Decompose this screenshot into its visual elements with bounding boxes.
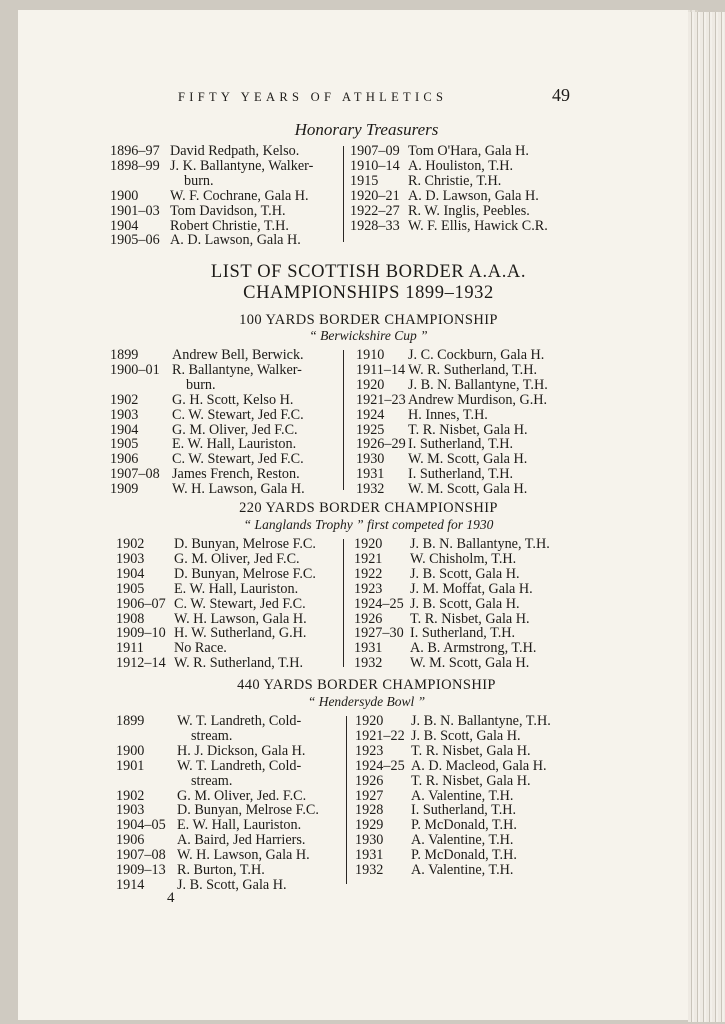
- entry-name: Tom O'Hara, Gala H.: [408, 143, 529, 159]
- list-row: [350, 219, 548, 234]
- entry-name: J. M. Moffat, Gala H.: [410, 580, 533, 597]
- entry-year: 1922: [354, 565, 383, 582]
- entry-year: 1932: [354, 655, 383, 672]
- yards440-heading: 440 YARDS BORDER CHAMPIONSHIP: [237, 677, 496, 693]
- entry-name: stream.: [191, 727, 233, 744]
- entry-year: 1931: [356, 466, 385, 483]
- list-row: [356, 437, 548, 452]
- yards220-subheading: “ Langlands Trophy ” first competed for 1930: [243, 517, 494, 532]
- list-row: [355, 729, 551, 744]
- entry-year: 1921: [354, 550, 383, 567]
- entry-year: 1929: [355, 817, 384, 834]
- entry-name: C. W. Stewart, Jed F.C.: [172, 451, 304, 468]
- entry-name: G. M. Oliver, Jed F.C.: [174, 550, 300, 567]
- entry-year: 1924–25: [354, 595, 404, 612]
- list-row: [355, 863, 551, 878]
- entry-year: 1925: [356, 421, 385, 438]
- entry-name: burn.: [186, 376, 216, 393]
- entry-year: 1907–09: [350, 143, 400, 159]
- running-title: FIFTY YEARS OF ATHLETICS: [178, 90, 448, 104]
- list-heading-line2: CHAMPIONSHIPS 1899–1932: [243, 283, 494, 303]
- entry-name: W. M. Scott, Gala H.: [410, 655, 530, 672]
- list-row: [110, 204, 313, 219]
- list-row: [354, 626, 550, 641]
- entry-year: 1930: [356, 451, 385, 468]
- list-row: [116, 744, 319, 759]
- signature-mark: 4: [167, 890, 175, 906]
- entry-name: P. McDonald, T.H.: [411, 847, 517, 864]
- list-row: [116, 641, 316, 656]
- list-row: [110, 144, 313, 159]
- entry-name: W. H. Lawson, Gala H.: [177, 847, 310, 864]
- entry-name: W. M. Scott, Gala H.: [408, 451, 528, 468]
- entry-name: G. M. Oliver, Jed. F.C.: [177, 787, 307, 804]
- entry-name: C. W. Stewart, Jed F.C.: [174, 595, 306, 612]
- list-row: [116, 729, 319, 744]
- entry-year: 1932: [356, 481, 385, 498]
- yards220-left-list: [116, 537, 316, 671]
- list-row: [116, 582, 316, 597]
- list-row: [116, 612, 316, 627]
- list-row: [354, 612, 550, 627]
- list-row: [110, 363, 305, 378]
- list-row: [354, 597, 550, 612]
- list-row: [116, 626, 316, 641]
- list-row: [110, 408, 305, 423]
- entry-name: J. C. Cockburn, Gala H.: [408, 347, 545, 363]
- column-divider: [343, 539, 344, 667]
- entry-year: [110, 174, 170, 189]
- entry-year: 1926: [354, 610, 383, 627]
- entry-year: 1912–14: [116, 655, 166, 672]
- running-head: [0, 85, 725, 110]
- entry-name: I. Sutherland, T.H.: [411, 802, 517, 819]
- entry-year: 1899: [116, 713, 145, 729]
- entry-name: I. Sutherland, T.H.: [408, 436, 514, 453]
- entry-year: 1923: [355, 742, 384, 759]
- entry-year: 1911: [116, 640, 144, 657]
- entry-name: Tom Davidson, T.H.: [170, 202, 286, 219]
- entry-name: J. B. N. Ballantyne, T.H.: [408, 376, 548, 393]
- list-row: [356, 452, 548, 467]
- list-row: [110, 233, 313, 248]
- entry-year: 1927: [355, 787, 384, 804]
- list-row: [356, 467, 548, 482]
- entry-name: W. T. Landreth, Cold-: [177, 757, 302, 774]
- list-row: [356, 482, 548, 497]
- entry-name: D. Bunyan, Melrose F.C.: [174, 536, 316, 552]
- entry-name: T. R. Nisbet, Gala H.: [410, 610, 530, 627]
- entry-name: W. M. Scott, Gala H.: [408, 481, 528, 498]
- entry-name: W. R. Sutherland, T.H.: [408, 361, 537, 378]
- entry-name: T. R. Nisbet, Gala H.: [411, 772, 531, 789]
- entry-name: G. M. Oliver, Jed F.C.: [172, 421, 298, 438]
- entry-name: W. Chisholm, T.H.: [410, 550, 517, 567]
- entry-name: P. McDonald, T.H.: [411, 817, 517, 834]
- list-row: [354, 537, 550, 552]
- entry-year: 1904: [116, 565, 145, 582]
- entry-name: stream.: [191, 772, 233, 789]
- entry-year: 1928: [355, 802, 384, 819]
- yards100-left-list: [110, 348, 305, 497]
- entry-name: A. Valentine, T.H.: [411, 862, 514, 879]
- entry-name: No Race.: [174, 640, 227, 657]
- entry-year: 1930: [355, 832, 384, 849]
- entry-name: T. R. Nisbet, Gala H.: [411, 742, 531, 759]
- entry-name: A. Houliston, T.H.: [408, 157, 514, 174]
- entry-name: Andrew Bell, Berwick.: [172, 347, 304, 363]
- entry-name: A. D. Lawson, Gala H.: [170, 232, 301, 249]
- list-row: [110, 348, 305, 363]
- entry-name: W. H. Lawson, Gala H.: [174, 610, 307, 627]
- list-row: [110, 437, 305, 452]
- list-row: [116, 552, 316, 567]
- list-row: [356, 393, 548, 408]
- list-row: [355, 833, 551, 848]
- entry-year: 1920–21: [350, 187, 400, 204]
- entry-name: A. D. Lawson, Gala H.: [408, 187, 539, 204]
- entry-name: David Redpath, Kelso.: [170, 143, 300, 159]
- entry-year: 1932: [355, 862, 384, 879]
- list-row: [110, 467, 305, 482]
- list-row: [350, 144, 548, 159]
- entry-year: 1926: [355, 772, 384, 789]
- entry-name: R. Christie, T.H.: [408, 172, 502, 189]
- entry-year: 1924–25: [355, 757, 405, 774]
- entry-year: 1920: [355, 713, 384, 729]
- list-row: [116, 567, 316, 582]
- list-row: [116, 863, 319, 878]
- entry-year: 1905–06: [110, 232, 160, 249]
- entry-year: 1931: [355, 847, 384, 864]
- list-row: [116, 789, 319, 804]
- entry-name: J. B. Scott, Gala H.: [410, 565, 520, 582]
- entry-name: R. Burton, T.H.: [177, 862, 265, 879]
- entry-name: D. Bunyan, Melrose F.C.: [174, 565, 316, 582]
- treasurers-left-list: [110, 144, 313, 248]
- entry-year: 1922–27: [350, 202, 400, 219]
- entry-name: H. W. Sutherland, G.H.: [174, 625, 307, 642]
- entry-year: 1899: [110, 347, 139, 363]
- entry-name: W. H. Lawson, Gala H.: [172, 481, 305, 498]
- list-row: [354, 582, 550, 597]
- entry-year: 1923: [354, 580, 383, 597]
- yards220-right-list: [354, 537, 550, 671]
- list-heading-line1: LIST OF SCOTTISH BORDER A.A.A.: [210, 262, 527, 282]
- entry-name: T. R. Nisbet, Gala H.: [408, 421, 528, 438]
- entry-name: D. Bunyan, Melrose F.C.: [177, 802, 319, 819]
- entry-name: A. D. Macleod, Gala H.: [411, 757, 547, 774]
- entry-year: 1911–14: [356, 361, 406, 378]
- list-row: [355, 759, 551, 774]
- list-row: [355, 803, 551, 818]
- list-row: [116, 833, 319, 848]
- list-row: [116, 848, 319, 863]
- entry-name: W. F. Ellis, Hawick C.R.: [408, 217, 548, 234]
- list-row: [110, 452, 305, 467]
- entry-year: 1900–01: [110, 361, 160, 378]
- list-row: [116, 759, 319, 774]
- column-divider: [343, 350, 344, 490]
- entry-year: 1903: [110, 406, 139, 423]
- list-row: [355, 848, 551, 863]
- entry-name: R. Ballantyne, Walker-: [172, 361, 302, 378]
- entry-year: 1901–03: [110, 202, 160, 219]
- list-row: [356, 363, 548, 378]
- list-row: [116, 597, 316, 612]
- entry-year: [110, 378, 172, 393]
- entry-name: C. W. Stewart, Jed F.C.: [172, 406, 304, 423]
- yards100-right-list: [356, 348, 548, 497]
- list-row: [350, 189, 548, 204]
- entry-name: E. W. Hall, Lauriston.: [172, 436, 297, 453]
- entry-year: 1903: [116, 802, 145, 819]
- entry-name: J. B. Scott, Gala H.: [411, 727, 521, 744]
- yards100-heading: 100 YARDS BORDER CHAMPIONSHIP: [239, 312, 498, 328]
- entry-year: 1906: [110, 451, 139, 468]
- entry-year: 1902: [110, 391, 139, 408]
- entry-year: 1921–22: [355, 727, 405, 744]
- entry-name: I. Sutherland, T.H.: [408, 466, 514, 483]
- list-row: [355, 714, 551, 729]
- entry-year: 1902: [116, 787, 145, 804]
- entry-name: J. B. N. Ballantyne, T.H.: [411, 713, 551, 729]
- entry-name: G. H. Scott, Kelso H.: [172, 391, 294, 408]
- list-row: [116, 803, 319, 818]
- entry-year: 1898–99: [110, 157, 160, 174]
- entry-name: A. Valentine, T.H.: [411, 832, 514, 849]
- entry-year: 1901: [116, 757, 145, 774]
- entry-year: 1906: [116, 832, 145, 849]
- entry-year: 1920: [356, 376, 385, 393]
- entry-year: 1908: [116, 610, 145, 627]
- entry-year: 1903: [116, 550, 145, 567]
- entry-name: W. F. Cochrane, Gala H.: [170, 187, 309, 204]
- list-row: [110, 482, 305, 497]
- entry-year: 1905: [110, 436, 139, 453]
- entry-year: 1924: [356, 406, 385, 423]
- list-row: [116, 878, 319, 893]
- list-row: [110, 393, 305, 408]
- entry-year: 1909: [110, 481, 139, 498]
- list-row: [116, 714, 319, 729]
- list-row: [116, 537, 316, 552]
- entry-name: H. Innes, T.H.: [408, 406, 488, 423]
- list-row: [110, 159, 313, 174]
- entry-name: burn.: [184, 172, 214, 189]
- entry-year: 1900: [110, 187, 139, 204]
- entry-name: A. B. Armstrong, T.H.: [410, 640, 537, 657]
- entry-year: 1904–05: [116, 817, 166, 834]
- entry-name: A. Valentine, T.H.: [411, 787, 514, 804]
- entry-year: [116, 774, 177, 789]
- entry-year: 1905: [116, 580, 145, 597]
- entry-name: James French, Reston.: [172, 466, 300, 483]
- entry-year: 1896–97: [110, 143, 160, 159]
- entry-year: 1909–10: [116, 625, 166, 642]
- entry-year: 1907–08: [116, 847, 166, 864]
- page-number: 49: [552, 85, 570, 105]
- list-row: [116, 774, 319, 789]
- list-row: [110, 174, 313, 189]
- list-row: [116, 818, 319, 833]
- entry-year: 1921–23: [356, 391, 406, 408]
- entry-year: 1910–14: [350, 157, 400, 174]
- list-row: [350, 204, 548, 219]
- entry-name: Robert Christie, T.H.: [170, 217, 289, 234]
- list-row: [116, 656, 316, 671]
- list-row: [350, 159, 548, 174]
- entry-name: A. Baird, Jed Harriers.: [177, 832, 306, 849]
- entry-name: J. B. Scott, Gala H.: [410, 595, 520, 612]
- entry-year: 1920: [354, 536, 383, 552]
- list-row: [355, 818, 551, 833]
- entry-name: H. J. Dickson, Gala H.: [177, 742, 306, 759]
- yards440-right-list: [355, 714, 551, 878]
- entry-name: I. Sutherland, T.H.: [410, 625, 516, 642]
- entry-year: 1931: [354, 640, 383, 657]
- list-row: [355, 744, 551, 759]
- list-row: [110, 378, 305, 393]
- treasurers-heading: Honorary Treasurers: [294, 120, 439, 139]
- entry-year: 1927–30: [354, 625, 404, 642]
- entry-name: E. W. Hall, Lauriston.: [177, 817, 302, 834]
- entry-year: 1904: [110, 217, 139, 234]
- list-row: [354, 656, 550, 671]
- list-row: [354, 567, 550, 582]
- list-row: [356, 378, 548, 393]
- yards220-heading: 220 YARDS BORDER CHAMPIONSHIP: [239, 500, 498, 516]
- entry-name: W. T. Landreth, Cold-: [177, 713, 302, 729]
- yards440-left-list: [116, 714, 319, 893]
- list-row: [110, 423, 305, 438]
- entry-year: 1926–29: [356, 436, 406, 453]
- list-row: [356, 348, 548, 363]
- column-divider: [343, 146, 344, 242]
- entry-year: 1910: [356, 347, 385, 363]
- entry-name: R. W. Inglis, Peebles.: [408, 202, 530, 219]
- list-row: [110, 219, 313, 234]
- entry-year: 1904: [110, 421, 139, 438]
- entry-year: 1902: [116, 536, 145, 552]
- entry-year: 1928–33: [350, 217, 400, 234]
- list-row: [354, 552, 550, 567]
- yards440-subheading: “ Hendersyde Bowl ”: [307, 694, 426, 709]
- entry-name: J. K. Ballantyne, Walker-: [170, 157, 314, 174]
- list-row: [356, 423, 548, 438]
- list-row: [110, 189, 313, 204]
- entry-year: 1915: [350, 172, 379, 189]
- entry-year: 1906–07: [116, 595, 166, 612]
- entry-name: E. W. Hall, Lauriston.: [174, 580, 299, 597]
- entry-name: Andrew Murdison, G.H.: [408, 391, 548, 408]
- entry-year: 1914: [116, 876, 145, 893]
- list-row: [350, 174, 548, 189]
- entry-year: 1900: [116, 742, 145, 759]
- entry-name: W. R. Sutherland, T.H.: [174, 655, 303, 672]
- list-row: [356, 408, 548, 423]
- column-divider: [346, 716, 347, 884]
- list-row: [355, 789, 551, 804]
- treasurers-right-list: [350, 144, 548, 233]
- entry-name: J. B. Scott, Gala H.: [177, 876, 287, 893]
- entry-year: 1909–13: [116, 862, 166, 879]
- list-row: [354, 641, 550, 656]
- list-row: [355, 774, 551, 789]
- yards100-subheading: “ Berwickshire Cup ”: [309, 328, 428, 343]
- entry-name: J. B. N. Ballantyne, T.H.: [410, 536, 550, 552]
- entry-year: 1907–08: [110, 466, 160, 483]
- entry-year: [116, 729, 177, 744]
